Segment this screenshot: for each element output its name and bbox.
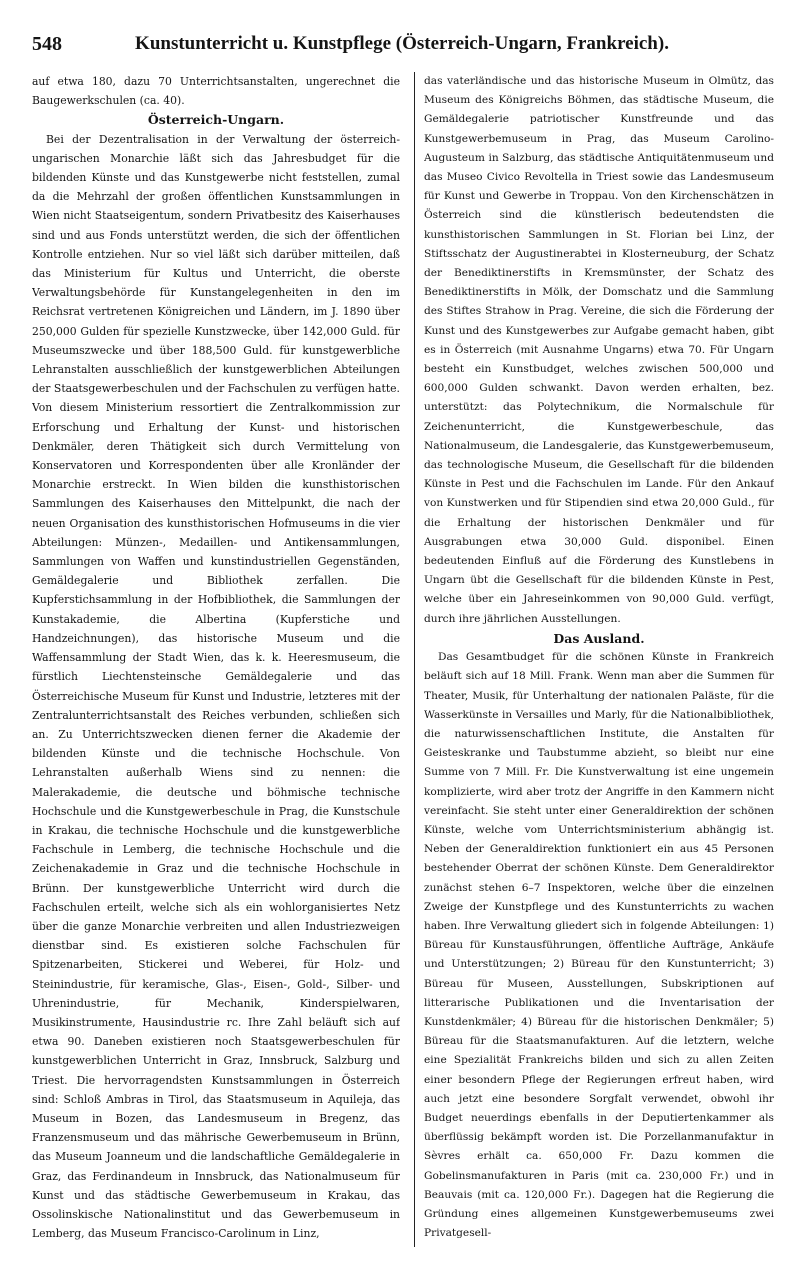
right-column	[424, 72, 774, 1243]
running-title: Kunstunterricht u. Kunstpflege (Österreich-Ungarn, Frankreich).	[135, 33, 669, 54]
page-header	[32, 33, 772, 63]
column-divider	[414, 72, 415, 1247]
body-paragraph-france: Das Gesamtbudget für die schönen Künste in Frankreich beläuft sich auf 18 Mill. Frank. Wenn man aber die Summen für Theater, Musik, für Unterhaltung der nationalen Paläste, für die Wasserkünste in Versailles und Marly, für die Nationalbibliothek, die naturwissenschaftlichen Institute, die Anstalten für Geisteskranke und Taubstumme abzieht, so bleibt nur eine Summe von 7 Mill. Fr. Die Kunstverwaltung ist eine ungemein komplizierte, wird aber trotz der Angriffe in den Kammern nicht vereinfacht. Sie steht unter einer Generaldirektion der schönen Künste, welche vom Unterrichtsministerium abhängig ist. Neben der Generaldirektion funktioniert ein aus 45 Personen bestehender Oberrat der schönen Künste. Dem Generaldirektor zunächst stehen 6–7 Inspektoren, welche über die einzelnen Zweige der Kunstpflege und des Kunstunterrichts zu wachen haben. Ihre Verwaltung gliedert sich in folgende Abteilungen: 1) Büreau für Kunstausführungen, öffentliche Aufträge, Ankäufe und Unterstützungen; 2) Büreau für den Kunstunterricht; 3) Büreau für Museen, Ausstellungen, Subskriptionen auf litterarische Publikationen und die Inventarisation der Kunstdenkmäler; 4) Büreau für die historischen Denkmäler; 5) Büreau für die Staatsmanufakturen. Auf die letztern, welche eine Spezialität Frankreichs bilden und sich zu allen Zeiten einer besondern Pflege der Regierungen erfreut haben, wird auch jetzt eine besondere Sorgfalt verwendet, obwohl ihr Budget neuerdings ebenfalls in der Deputiertenkammer als überflüssig bekämpft worden ist. Die Porzellanmanufaktur in Sèvres erhält ca. 650,000 Fr. Dazu kommen die Gobelinsmanufakturen in Paris (mit ca. 230,000 Fr.) und in Beauvais (mit ca. 120,000 Fr.). Dagegen hat die Regierung die Gründung eines allgemeinen Kunstgewerbemuseums zwei Privatgesell-	[424, 651, 774, 1240]
body-paragraph: Bei der Dezentralisation in der Verwaltung der österreich-ungarischen Monarchie läßt sich das Jahresbudget für die bildenden Künste und das Kunstgewerbe nicht feststellen, zumal da die Mehrzahl der großen öffentlichen Kunstsammlungen in Wien nicht Staatseigentum, sondern Privatbesitz des Kaiserhauses sind und aus Fonds unterstützt werden, die sich der öffentlichen Kontrolle entziehen. Nur so viel läßt sich darüber mitteilen, daß das Ministerium für Kultus und Unterricht, die oberste Verwaltungsbehörde für Kunstangelegenheiten in den im Reichsrat vertretenen Königreichen und Ländern, im J. 1890 über 250,000 Gulden für spezielle Kunstzwecke, über 142,000 Guld. für Museumszwecke und über 188,500 Guld. für kunstgewerbliche Lehranstalten ausschließlich der kunstgewerblichen Abteilungen der Staatsgewerbeschulen und der Fachschulen zu verfügen hatte. Von diesem Ministerium ressortiert die Zentralkommission zur Erforschung und Erhaltung der Kunst- und historischen Denkmäler, deren Thätigkeit sich durch Vermittelung von Konservatoren und Korrespondenten über alle Kronländer der Monarchie erstreckt. In Wien bilden die kunsthistorischen Sammlungen des Kaiserhauses den Mittelpunkt, die nach der neuen Organisation des kunsthistorischen Hofmuseums in die vier Abteilungen: Münzen-, Medaillen- und Antikensammlungen, Sammlungen von Waffen und kunstindustriellen Gegenständen, Gemäldegalerie und Bibliothek zerfallen. Die Kupferstichsammlung in der Hofbibliothek, die Sammlungen der Kunstakademie, die Albertina (Kupferstiche und Handzeichnungen), das historische Museum und die Waffensammlung der Stadt Wien, das k. k. Heeresmuseum, die fürstlich Liechtensteinsche Gemäldegalerie und das Österreichische Museum für Kunst und Industrie, letzteres mit der Zentralunterrichtsanstalt des Reiches verbunden, schließen sich an. Zu Unterrichtszwecken dienen ferner die Akademie der bildenden Künste und die technische Hochschule. Von Lehranstalten außerhalb Wiens sind zu nennen: die Malerakademie, die deutsche und böhmische technische Hochschule und die Kunstgewerbeschule in Prag, die Kunstschule in Krakau, die technische Hochschule und die kunstgewerbliche Fachschule in Lemberg, die technische Hochschule und die Zeichenakademie in Graz und die technische Hochschule in Brünn. Der kunstgewerbliche Unterricht wird durch die Fachschulen erteilt, welche sich als ein wohlorganisiertes Netz über die ganze Monarchie verbreiten und allen Industriezweigen dienstbar sind. Es existieren solche Fachschulen für Spitzenarbeiten, Stickerei und Weberei, für Holz- und Steinindustrie, für keramische, Glas-, Eisen-, Gold-, Silber- und Uhrenindustrie, für Mechanik, Kinderspielwaren, Musikinstrumente, Hausindustrie rc. Ihre Zahl beläuft sich auf etwa 90. Daneben existieren noch Staatsgewerbeschulen für kunstgewerblichen Unterricht in Graz, Innsbruck, Salzburg und Triest. Die hervorragendsten Kunstsammlungen in Österreich sind: Schloß Ambras in Tirol, das Staatsmuseum in Aquileja, das Museum in Bozen, das Landesmuseum in Bregenz, das Franzensmuseum und das mährische Gewerbemuseum in Brünn, das Museum Joanneum und die landschaftliche Gemäldegalerie in Graz, das Ferdinandeum in Innsbruck, das Nationalmuseum für Kunst und das städtische Gewerbemuseum in Krakau, das Ossolinskische Nationalinstitut und das Gewerbemuseum in Lemberg, das Museum Francisco-Carolinum in Linz,	[32, 132, 400, 1241]
intro-paragraph: auf etwa 180, dazu 70 Unterrichtsanstalten, ungerechnet die Baugewerkschulen (ca. 40).	[32, 75, 400, 108]
section-heading-abroad: Das Ausland.	[553, 630, 645, 646]
left-column	[32, 72, 400, 1243]
page-number: 548	[32, 33, 62, 55]
section-heading-austria-hungary: Österreich-Ungarn.	[147, 112, 285, 128]
body-paragraph-continued: das vaterländische und das historische Museum in Olmütz, das Museum des Königreichs Böhmen, das städtische Museum, die Gemäldegalerie patriotischer Kunstfreunde und das Kunstgewerbemuseum in Prag, das Museum Carolino-Augusteum in Salzburg, das städtische Antiquitätenmuseum und das Museo Civico Revoltella in Triest sowie das Landesmuseum für Kunst und Gewerbe in Troppau. Von den Kirchenschätzen in Österreich sind die künstlerisch bedeutendsten die kunsthistorischen Sammlungen in St. Florian bei Linz, der Stiftsschatz der Augustinerabtei in Klosterneuburg, der Schatz der Benediktinerstifts in Kremsmünster, der Schatz des Benediktinerstifts in Mölk, der Domschatz und die Sammlung des Stiftes Strahow in Prag. Vereine, die sich die Förderung der Kunst und des Kunstgewerbes zur Aufgabe gemacht haben, gibt es in Österreich (mit Ausnahme Ungarns) etwa 70. Für Ungarn besteht ein Kunstbudget, welches zwischen 500,000 und 600,000 Gulden schwankt. Davon werden erhalten, bez. unterstützt: das Polytechnikum, die Normalschule für Zeichenunterricht, die Kunstgewerbeschule, das Nationalmuseum, die Landesgalerie, das Kunstgewerbemuseum, das technologische Museum, die Gesellschaft für die bildenden Künste in Pest und die Fachschulen im Lande. Für den Ankauf von Kunstwerken und für Stipendien sind etwa 20,000 Guld., für die Erhaltung der historischen Denkmäler und für Ausgrabungen etwa 30,000 Guld. disponibel. Einen bedeutenden Einfluß auf die Förderung des Kunstlebens in Ungarn übt die Gesellschaft für die bildenden Künste in Pest, welche über ein Jahreseinkommen von 90,000 Guld. verfügt, durch ihre jährlichen Ausstellungen.	[424, 75, 774, 625]
